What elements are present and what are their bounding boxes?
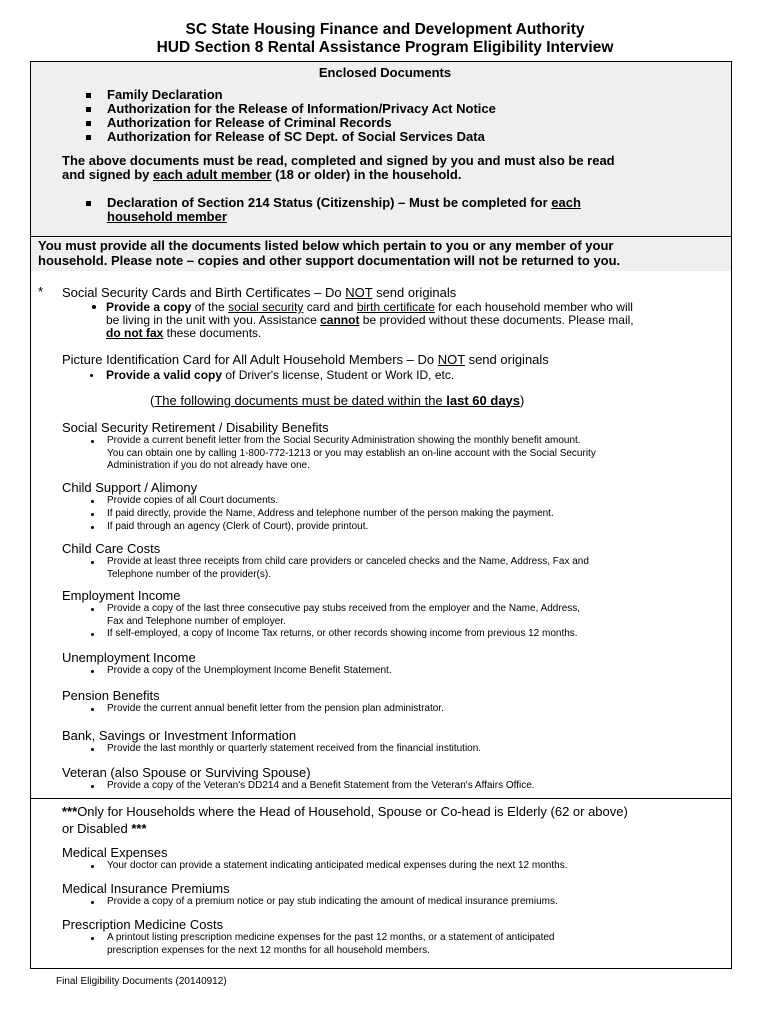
enclosed-item: Authorization for Release of Criminal Records: [107, 115, 392, 130]
elderly-heading-line-1: ***Only for Households where the Head of Household, Spouse or Co-head is Elderly (62 or above): [62, 804, 628, 819]
bullet-icon: [91, 708, 94, 711]
bullet-icon: [92, 305, 96, 309]
asterisk-marker: *: [38, 284, 44, 299]
footer-text: Final Eligibility Documents (20140912): [56, 976, 227, 987]
square-bullet-icon: [86, 201, 91, 206]
bullet-icon: [91, 500, 94, 503]
bullet-icon: [91, 748, 94, 751]
section-heading-prescription: Prescription Medicine Costs: [62, 917, 224, 932]
veteran-line-1: Provide a copy of the Veteran's DD214 and a Benefit Statement from the Veteran's Affairs Office.: [107, 780, 535, 791]
bullet-icon: [91, 526, 94, 529]
child-care-line-2: Telephone number of the provider(s).: [107, 569, 271, 580]
child-support-item: Provide copies of all Court documents.: [107, 495, 279, 506]
declaration-line-1: Declaration of Section 214 Status (Citizenship) – Must be completed for each: [107, 195, 581, 210]
square-bullet-icon: [86, 93, 91, 98]
page-title-line-2: HUD Section 8 Rental Assistance Program Eligibility Interview: [156, 39, 614, 56]
bullet-icon: [91, 440, 94, 443]
bank-line-1: Provide the last monthly or quarterly statement received from the financial institution.: [107, 743, 482, 754]
employment-line-3: If self-employed, a copy of Income Tax returns, or other records showing income from previous 12 months.: [107, 628, 578, 639]
prescription-line-2: prescription expenses for the next 12 months for all household members.: [107, 945, 430, 956]
section-heading-child-care: Child Care Costs: [62, 541, 161, 556]
employment-line-2: Fax and Telephone number of employer.: [107, 616, 286, 627]
ssc-text-line-2: be living in the unit with you. Assistance cannot be provided without these documents. Please mail,: [106, 313, 634, 327]
ssc-text-line-1: Provide a copy of the social security card and birth certificate for each household member who will: [106, 300, 633, 314]
bullet-icon: [91, 513, 94, 516]
enclosed-instruction-line-2: and signed by each adult member (18 or older) in the household.: [62, 167, 462, 182]
child-support-item: If paid directly, provide the Name, Address and telephone number of the person making the payment.: [107, 508, 554, 519]
employment-line-1: Provide a copy of the last three consecutive pay stubs received from the employer and the Name, Address,: [107, 603, 581, 614]
section-heading-unemployment: Unemployment Income: [62, 650, 196, 665]
bullet-icon: [91, 670, 94, 673]
section-heading-veteran: Veteran (also Spouse or Surviving Spouse): [62, 765, 311, 780]
section-heading-ss-retirement: Social Security Retirement / Disability Benefits: [62, 420, 329, 435]
enclosed-item: Family Declaration: [107, 87, 223, 102]
section-heading-employment: Employment Income: [62, 588, 181, 603]
section-heading-picture-id: Picture Identification Card for All Adult Household Members – Do NOT send originals: [62, 352, 549, 367]
square-bullet-icon: [86, 107, 91, 112]
child-support-item: If paid through an agency (Clerk of Court), provide printout.: [107, 521, 369, 532]
elderly-heading-line-2: or Disabled ***: [62, 821, 147, 836]
square-bullet-icon: [86, 135, 91, 140]
enclosed-item: Authorization for Release of SC Dept. of Social Services Data: [107, 129, 485, 144]
ss-retirement-line-2: You can obtain one by calling 1-800-772-1213 or you may establish an on-line account with the Social Security: [107, 448, 596, 459]
notice-line-2: household. Please note – copies and other support documentation will not be returned to you.: [38, 253, 621, 268]
bullet-icon: [91, 561, 94, 564]
section-heading-child-support: Child Support / Alimony: [62, 480, 198, 495]
prescription-line-1: A printout listing prescription medicine expenses for the past 12 months, or a statement of anticipated: [107, 932, 555, 943]
section-heading-pension: Pension Benefits: [62, 688, 160, 703]
dated-within-note: (The following documents must be dated within the last 60 days): [150, 393, 525, 408]
bullet-icon: [91, 901, 94, 904]
enclosed-documents-heading: Enclosed Documents: [318, 65, 452, 80]
child-care-line-1: Provide at least three receipts from child care providers or canceled checks and the Name, Address, Fax and: [107, 556, 589, 567]
square-bullet-icon: [86, 121, 91, 126]
bullet-icon: [90, 374, 93, 377]
declaration-line-2: household member: [107, 209, 227, 224]
enclosed-instruction-line-1: The above documents must be read, completed and signed by you and must also be read: [62, 153, 615, 168]
bullet-icon: [91, 633, 94, 636]
medical-line-1: Your doctor can provide a statement indicating anticipated medical expenses during the next 12 months.: [107, 860, 568, 871]
enclosed-item: Authorization for the Release of Information/Privacy Act Notice: [107, 101, 496, 116]
ss-retirement-line-1: Provide a current benefit letter from the Social Security Administration showing the monthly benefit amount.: [107, 435, 581, 446]
notice-line-1: You must provide all the documents listed below which pertain to you or any member of your: [38, 238, 614, 253]
bullet-icon: [91, 785, 94, 788]
ss-retirement-line-3: Administration if you do not already have one.: [107, 460, 310, 471]
bullet-icon: [91, 608, 94, 611]
section-heading-bank: Bank, Savings or Investment Information: [62, 728, 297, 743]
pension-line-1: Provide the current annual benefit letter from the pension plan administrator.: [107, 703, 444, 714]
page-title-line-1: SC State Housing Finance and Development Authority: [185, 21, 585, 38]
bullet-icon: [91, 937, 94, 940]
ssc-text-line-3: do not fax these documents.: [106, 326, 262, 340]
unemployment-line-1: Provide a copy of the Unemployment Income Benefit Statement.: [107, 665, 392, 676]
insurance-line-1: Provide a copy of a premium notice or pay stub indicating the amount of medical insurance premiums.: [107, 896, 558, 907]
picture-id-text: Provide a valid copy of Driver's license, Student or Work ID, etc.: [106, 368, 455, 382]
section-heading-insurance: Medical Insurance Premiums: [62, 881, 230, 896]
bullet-icon: [91, 865, 94, 868]
section-heading-ssc: Social Security Cards and Birth Certificates – Do NOT send originals: [62, 285, 457, 300]
section-heading-medical: Medical Expenses: [62, 845, 168, 860]
